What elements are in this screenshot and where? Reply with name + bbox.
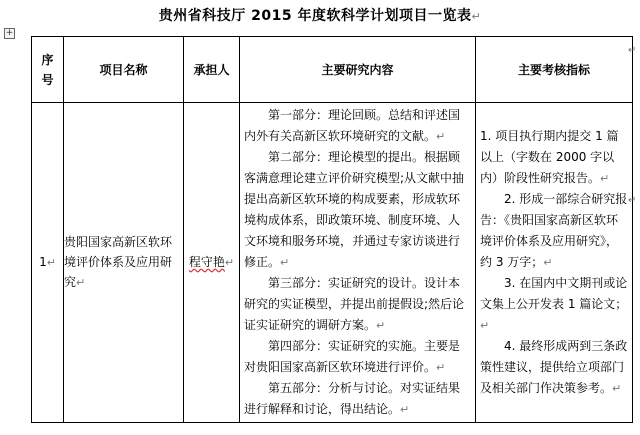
project-table — [31, 36, 633, 423]
title-text: 贵州省科技厅 2015 年度软科学计划项目一览表 — [158, 8, 472, 24]
goal-item: 1. 项目执行期内提交 1 篇以上（字数在 2000 字以内）阶段性研究报告。↵ — [480, 129, 619, 185]
cell-name — [64, 103, 184, 423]
header-goals: 主要考核指标 — [476, 37, 633, 103]
cell-content — [240, 103, 476, 423]
paragraph-mark: ↵ — [76, 276, 86, 289]
document-title — [0, 5, 640, 25]
paragraph-mark: ↵ — [46, 256, 56, 269]
goal-item: 4. 最终形成两到三条政策性建议，提供给立项部门及相关部门作决策参考。↵ — [480, 339, 628, 395]
content-paragraph: 第五部分：分析与讨论。对实证结果进行解释和讨论，得出结论。↵ — [244, 381, 461, 416]
paragraph-mark: ↵ — [471, 10, 482, 23]
cell-owner — [184, 103, 240, 423]
content-paragraph: 第一部分：理论回顾。总结和评述国内外有关高新区软环境研究的文献。↵ — [244, 108, 461, 143]
header-name: 项目名称 — [64, 37, 184, 103]
table-move-handle-icon[interactable]: + — [5, 28, 14, 38]
row-end-mark: ↵ — [628, 45, 637, 56]
goal-item: 2. 形成一部综合研究报告：《贵阳国家高新区软环境评价体系及应用研究》，约 3 万字；↵ — [480, 192, 628, 269]
cell-goals — [476, 103, 633, 423]
project-name: 贵阳国家高新区软环境评价体系及应用研究 — [64, 235, 173, 289]
cell-seq — [32, 103, 64, 423]
owner-name: 程守艳 — [188, 255, 225, 269]
seq-value: 1 — [39, 255, 47, 269]
header-row — [32, 37, 633, 103]
content-paragraph: 第四部分：实证研究的实施。主要是对贵阳国家高新区软环境进行评价。↵ — [244, 339, 461, 374]
row-end-mark: ↵ — [628, 195, 637, 206]
content-paragraph: 第三部分：实证研究的设计。设计本研究的实证模型，并提出前提假设;然后论证实证研究的调研方案。↵ — [244, 276, 465, 332]
header-content: 主要研究内容 — [240, 37, 476, 103]
header-seq: 序号 — [32, 37, 64, 103]
content-paragraph: 第二部分：理论模型的提出。根据顾客满意理论建立评价研究模型;从文献中抽提出高新区软环境的构成要素，形成软环境构成体系，即政策环境、制度环境、人文环境和服务环境，并通过专家访谈进行修正。↵ — [244, 150, 465, 269]
paragraph-mark: ↵ — [224, 256, 235, 269]
table-row — [32, 103, 633, 423]
goal-item: 3. 在国内中文期刊或论文集上公开发表 1 篇论文；↵ — [480, 276, 628, 332]
header-owner: 承担人 — [184, 37, 240, 103]
